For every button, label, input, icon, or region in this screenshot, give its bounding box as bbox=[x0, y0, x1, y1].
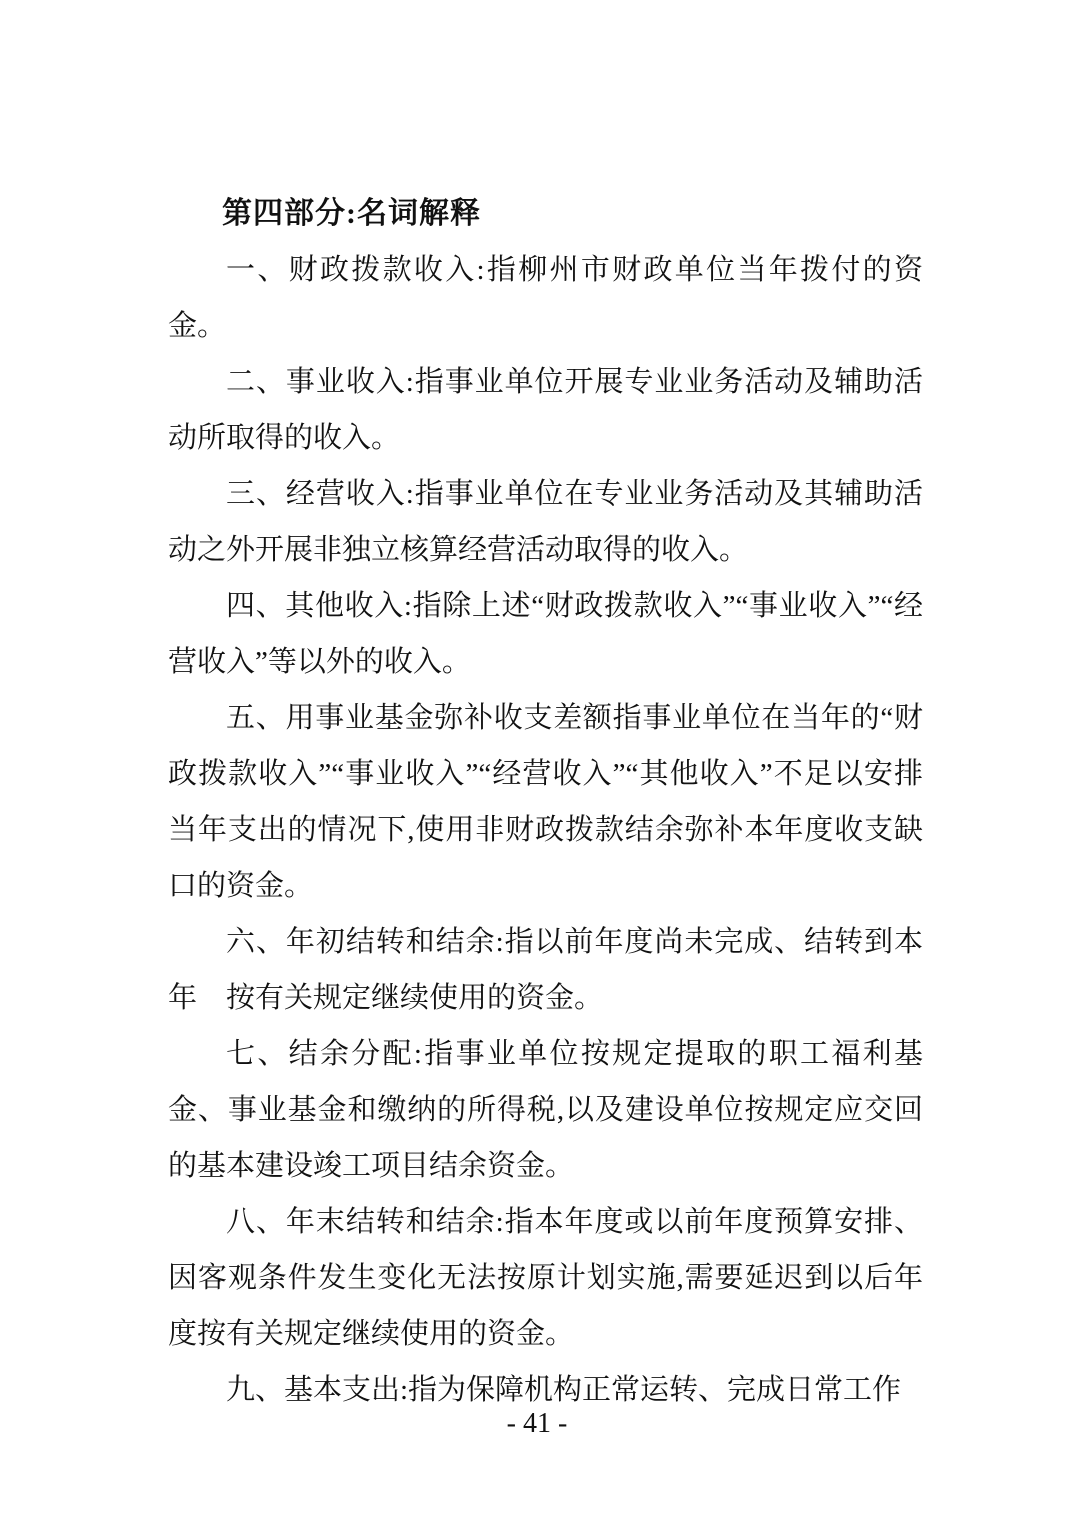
paragraph-3: 三、经营收入:指事业单位在专业业务活动及其辅助活动之外开展非独立核算经营活动取得的收入。 bbox=[168, 478, 923, 566]
paragraph-2: 二、事业收入:指事业单位开展专业业务活动及辅助活动所取得的收入。 bbox=[168, 366, 923, 454]
paragraph-6: 六、年初结转和结余:指以前年度尚未完成、结转到本年 按有关规定继续使用的资金。 bbox=[168, 926, 923, 1014]
section-title: 第四部分:名词解释 bbox=[222, 197, 481, 230]
paragraph-4: 四、其他收入:指除上述“财政拨款收入”“事业收入”“经营收入”等以外的收入。 bbox=[168, 590, 923, 678]
paragraph-7: 七、结余分配:指事业单位按规定提取的职工福利基金、事业基金和缴纳的所得税,以及建设单位按规定应交回的基本建设竣工项目结余资金。 bbox=[168, 1038, 923, 1182]
paragraph-9: 九、基本支出:指为保障机构正常运转、完成日常工作 bbox=[226, 1374, 902, 1406]
paragraph-8: 八、年末结转和结余:指本年度或以前年度预算安排、因客观条件发生变化无法按原计划实施,需要延迟到以后年度按有关规定继续使用的资金。 bbox=[168, 1206, 923, 1350]
page-number: - 41 - bbox=[506, 1408, 568, 1439]
paragraph-1: 一、财政拨款收入:指柳州市财政单位当年拨付的资金。 bbox=[168, 254, 923, 342]
document-body bbox=[168, 186, 923, 1418]
paragraph-5: 五、用事业基金弥补收支差额指事业单位在当年的“财政拨款收入”“事业收入”“经营收入”“其他收入”不足以安排当年支出的情况下,使用非财政拨款结余弥补本年度收支缺口的资金。 bbox=[168, 702, 923, 902]
